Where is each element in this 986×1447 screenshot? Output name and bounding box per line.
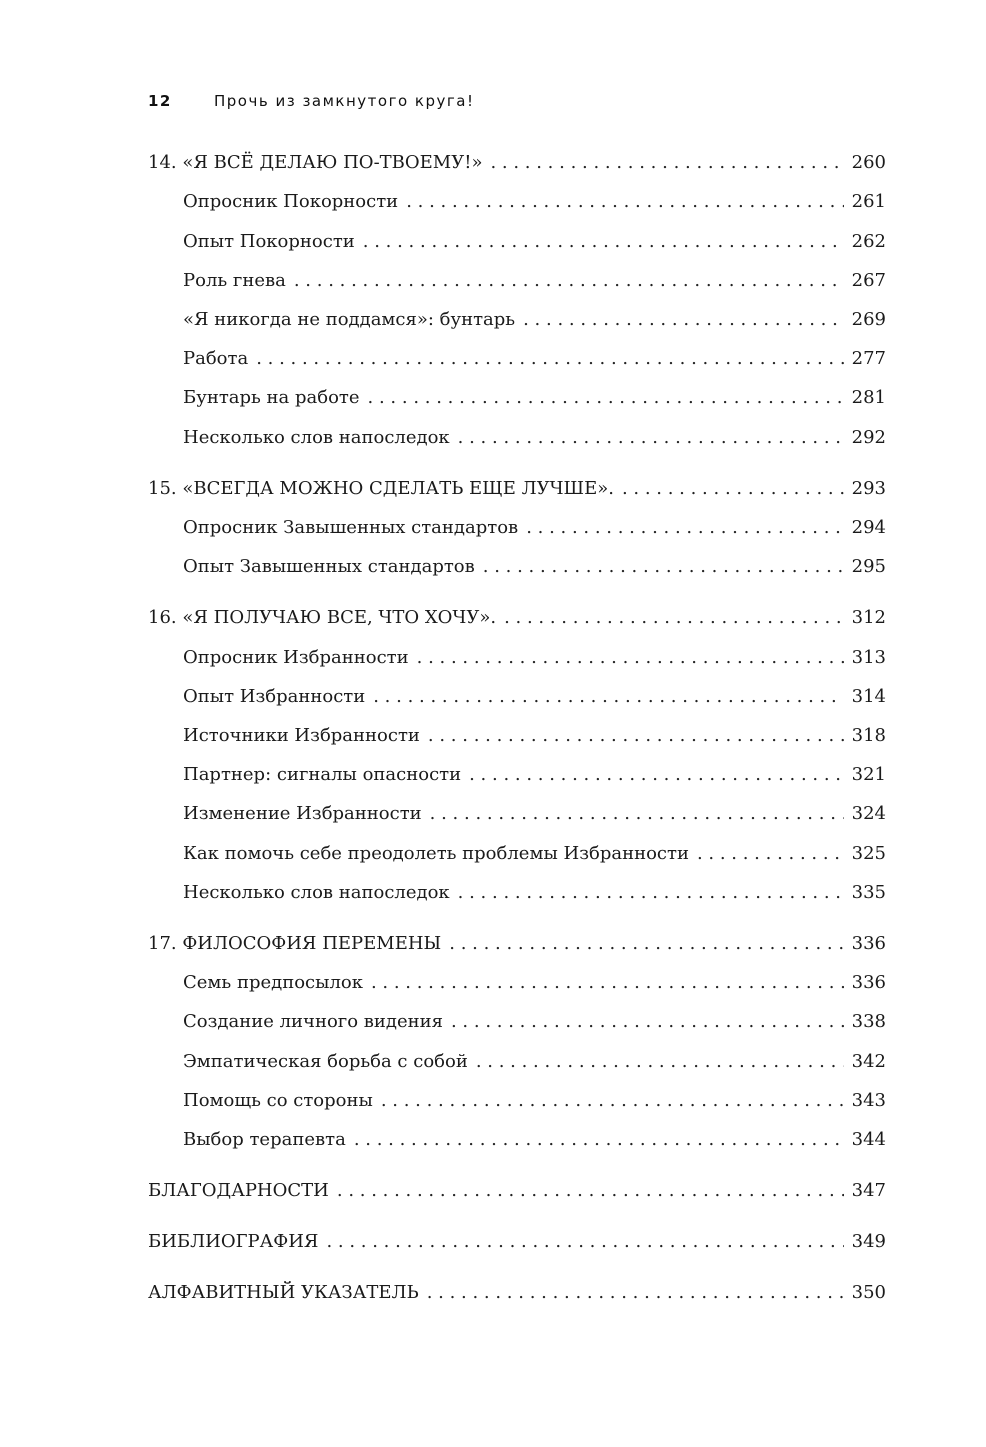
toc-section-entry xyxy=(183,969,886,997)
toc-section-entry xyxy=(183,514,886,542)
toc-entry-title: Помощь со стороны xyxy=(183,1090,373,1111)
dot-leader xyxy=(504,604,844,632)
dot-leader xyxy=(368,384,844,412)
toc-section-entry xyxy=(183,761,886,789)
dot-leader xyxy=(458,879,844,907)
dot-leader xyxy=(381,1087,844,1115)
dot-leader xyxy=(483,553,844,581)
toc-entry-title: Несколько слов напоследок xyxy=(183,427,450,448)
toc-chapter-entry xyxy=(148,1177,886,1205)
toc-section-entry xyxy=(183,683,886,711)
toc-entry-title: БЛАГОДАРНОСТИ xyxy=(148,1180,329,1201)
toc-entry-title: БИБЛИОГРАФИЯ xyxy=(148,1231,319,1252)
dot-leader xyxy=(373,683,843,711)
running-title: Прочь из замкнутого круга! xyxy=(214,92,475,110)
toc-page-number: 342 xyxy=(851,1051,886,1072)
dot-leader xyxy=(451,1008,844,1036)
toc-chapter-entry xyxy=(148,149,886,177)
dot-leader xyxy=(371,969,844,997)
dot-leader xyxy=(294,267,844,295)
toc-section-entry xyxy=(183,228,886,256)
toc-entry-title: Несколько слов напоследок xyxy=(183,882,450,903)
toc-page-number: 343 xyxy=(851,1090,886,1111)
toc-page-number: 324 xyxy=(851,803,886,824)
dot-leader xyxy=(427,1279,844,1307)
page-number: 12 xyxy=(148,92,172,110)
toc-page-number: 335 xyxy=(851,882,886,903)
dot-leader xyxy=(354,1126,844,1154)
toc-page-number: 312 xyxy=(851,607,886,628)
toc-entry-title: Партнер: сигналы опасности xyxy=(183,764,462,785)
dot-leader xyxy=(428,722,844,750)
toc-entry-title: АЛФАВИТНЫЙ УКАЗАТЕЛЬ xyxy=(148,1282,419,1303)
toc-entry-title: Источники Избранности xyxy=(183,725,420,746)
toc-page-number: 336 xyxy=(851,933,886,954)
toc-section-entry xyxy=(183,1087,886,1115)
toc-page-number: 349 xyxy=(851,1231,886,1252)
dot-leader xyxy=(490,149,843,177)
toc-chapter-entry xyxy=(148,604,886,632)
toc-page-number: 318 xyxy=(851,725,886,746)
toc-entry-title: Как помочь себе преодолеть проблемы Избранности xyxy=(183,843,689,864)
toc-page-number: 321 xyxy=(851,764,886,785)
toc-page-number: 281 xyxy=(851,387,886,408)
toc-page-number: 261 xyxy=(851,191,886,212)
toc-entry-title: «Я никогда не поддамся»: бунтарь xyxy=(183,309,516,330)
toc-entry-title: Роль гнева xyxy=(183,270,286,291)
toc-section-entry xyxy=(183,840,886,868)
dot-leader xyxy=(430,800,844,828)
toc-section-entry xyxy=(183,188,886,216)
dot-leader xyxy=(526,514,843,542)
toc-section-entry xyxy=(183,553,886,581)
toc-section-entry xyxy=(183,306,886,334)
toc-chapter-entry xyxy=(148,1228,886,1256)
toc-entry-title: Опыт Избранности xyxy=(183,686,366,707)
toc-page-number: 325 xyxy=(851,843,886,864)
toc-entry-title: Изменение Избранности xyxy=(183,803,422,824)
dot-leader xyxy=(406,188,843,216)
toc-page-number: 295 xyxy=(851,556,886,577)
toc-entry-title: Опросник Избранности xyxy=(183,647,409,668)
toc-page-number: 314 xyxy=(851,686,886,707)
running-header xyxy=(148,92,474,116)
toc-entry-title: 14. «Я ВСЁ ДЕЛАЮ ПО-ТВОЕМУ!» xyxy=(148,152,483,173)
toc-page-number: 294 xyxy=(851,517,886,538)
toc-entry-title: Создание личного видения xyxy=(183,1011,443,1032)
toc-entry-title: Опыт Завышенных стандартов xyxy=(183,556,475,577)
toc-page-number: 344 xyxy=(851,1129,886,1150)
toc-entry-title: Эмпатическая борьба с собой xyxy=(183,1051,468,1072)
toc-page-number: 267 xyxy=(851,270,886,291)
toc-section-entry xyxy=(183,384,886,412)
toc-page-number: 269 xyxy=(851,309,886,330)
dot-leader xyxy=(458,424,844,452)
toc-chapter-entry xyxy=(148,1279,886,1307)
dot-leader xyxy=(417,644,844,672)
toc-section-entry xyxy=(183,879,886,907)
toc-chapter-entry xyxy=(148,930,886,958)
dot-leader xyxy=(337,1177,844,1205)
dot-leader xyxy=(469,761,844,789)
toc-entry-title: 17. ФИЛОСОФИЯ ПЕРЕМЕНЫ xyxy=(148,933,442,954)
dot-leader xyxy=(622,475,844,503)
toc-entry-title: Опросник Завышенных стандартов xyxy=(183,517,519,538)
toc-section-entry xyxy=(183,644,886,672)
toc-page-number: 262 xyxy=(851,231,886,252)
dot-leader xyxy=(256,345,843,373)
toc-entry-title: Опыт Покорности xyxy=(183,231,355,252)
toc-entry-title: 15. «ВСЕГДА МОЖНО СДЕЛАТЬ ЕЩЕ ЛУЧШЕ». xyxy=(148,478,614,499)
toc-section-entry xyxy=(183,1048,886,1076)
toc-entry-title: Семь предпосылок xyxy=(183,972,363,993)
toc-section-entry xyxy=(183,1126,886,1154)
dot-leader xyxy=(697,840,844,868)
toc-entry-title: 16. «Я ПОЛУЧАЮ ВСЕ, ЧТО ХОЧУ». xyxy=(148,607,497,628)
toc-page-number: 292 xyxy=(851,427,886,448)
toc-entry-title: Работа xyxy=(183,348,249,369)
toc-page-number: 293 xyxy=(851,478,886,499)
toc-page-number: 260 xyxy=(851,152,886,173)
toc-section-entry xyxy=(183,800,886,828)
dot-leader xyxy=(326,1228,843,1256)
toc-section-entry xyxy=(183,722,886,750)
dot-leader xyxy=(476,1048,844,1076)
toc-section-entry xyxy=(183,424,886,452)
toc-section-entry xyxy=(183,267,886,295)
dot-leader xyxy=(449,930,843,958)
toc-page-number: 338 xyxy=(851,1011,886,1032)
dot-leader xyxy=(523,306,844,334)
toc-section-entry xyxy=(183,1008,886,1036)
toc-entry-title: Бунтарь на работе xyxy=(183,387,360,408)
toc-entry-title: Опросник Покорности xyxy=(183,191,399,212)
toc-page-number: 313 xyxy=(851,647,886,668)
toc-page-number: 350 xyxy=(851,1282,886,1303)
dot-leader xyxy=(363,228,844,256)
toc-section-entry xyxy=(183,345,886,373)
toc-page-number: 336 xyxy=(851,972,886,993)
toc-page-number: 277 xyxy=(851,348,886,369)
toc-entry-title: Выбор терапевта xyxy=(183,1129,346,1150)
toc-chapter-entry xyxy=(148,475,886,503)
toc-page-number: 347 xyxy=(851,1180,886,1201)
